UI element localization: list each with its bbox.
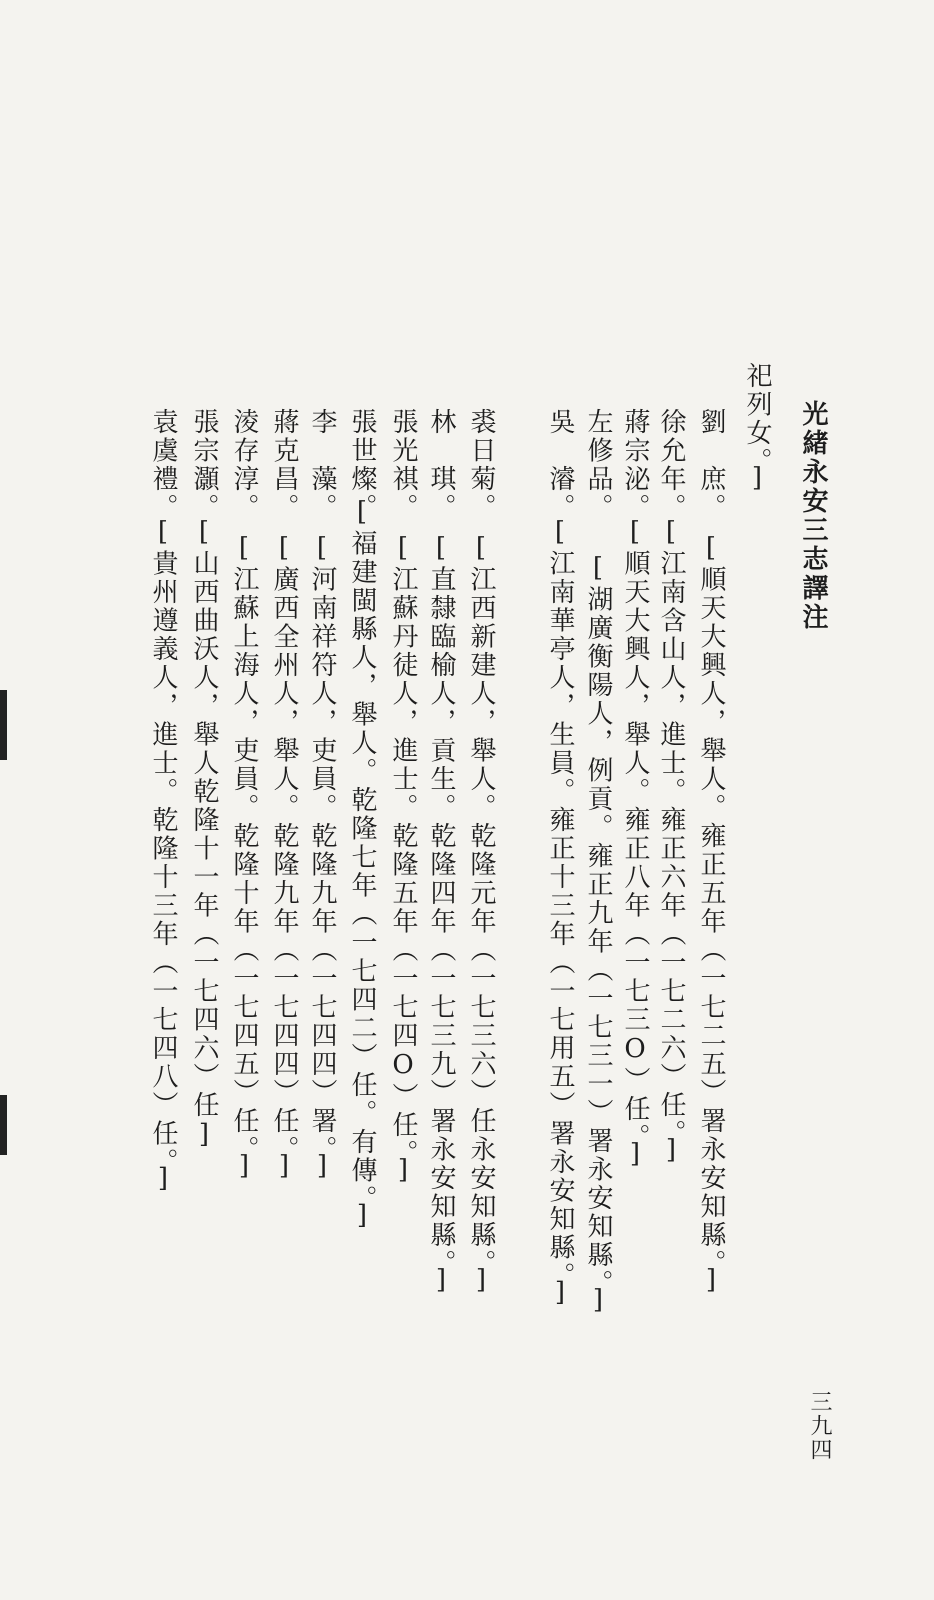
entry-note: [山西曲沃人，舉人乾隆十一年（一七四六）任]: [189, 517, 219, 1152]
entry-name: 林 琪。: [426, 408, 456, 522]
entry-note: [福建閩縣人，舉人。乾隆七年（一七四二）任。有傳。]: [347, 497, 377, 1233]
entry-note: [順天大興人，舉人。雍正八年（一七三O）任。]: [620, 517, 650, 1172]
scan-edge-mark: [0, 690, 7, 760]
page-number: 三九四: [807, 1390, 832, 1462]
entry-note: [順天大興人，舉人。雍正五年（一七二五）署永安知縣。]: [696, 533, 726, 1298]
entry-name: 袁虞禮。: [148, 408, 178, 522]
entry-name: 淩存淳。: [229, 408, 259, 522]
entry-name: 徐允年。: [656, 408, 686, 522]
entry-note: [江蘇丹徒人，進士。乾隆五年（一七四O）任。]: [388, 533, 418, 1188]
entry-note: [河南祥符人，吏員。乾隆九年（一七四四）署。]: [307, 533, 337, 1184]
scan-edge-mark: [0, 1095, 7, 1155]
entry-name: 李 藻。: [307, 408, 337, 522]
entry-name: 張宗灝。: [189, 408, 219, 522]
entry-name: 蔣克昌。: [269, 408, 299, 522]
entry-note: [江西新建人，舉人。乾隆元年（一七三六）任永安知縣。]: [466, 533, 496, 1298]
entry-note: [貴州遵義人，進士。乾隆十三年（一七四八）任。]: [148, 517, 178, 1196]
entry-name: 劉 庶。: [696, 408, 726, 522]
entry-note: [湖廣衡陽人，例貢。雍正九年（一七三一）署永安知縣。]: [583, 553, 613, 1318]
entry-name: 左修品。: [583, 408, 613, 522]
book-title: 光緒永安三志譯注: [798, 400, 828, 632]
entry-name: 裘日菊。: [466, 408, 496, 522]
entry-note: [江南華亭人，生員。雍正十三年（一七用五）署永安知縣。]: [545, 517, 575, 1310]
entry-note: [江蘇上海人，吏員。乾隆十年（一七四五）任。]: [229, 533, 259, 1184]
entry-name: 張世燦。: [347, 408, 377, 522]
entry-name: 張光祺。: [388, 408, 418, 522]
entry-note: [江南含山人，進士。雍正六年（一七二六）任。]: [656, 517, 686, 1168]
intro-line: 祀列女。]: [742, 362, 772, 496]
entry-note: [直隸臨榆人，貢生。乾隆四年（一七三九）署永安知縣。]: [426, 533, 456, 1298]
entry-name: 蔣宗泌。: [620, 408, 650, 522]
entry-name: 吳 濬。: [545, 408, 575, 522]
entry-note: [廣西全州人，舉人。乾隆九年（一七四四）任。]: [269, 533, 299, 1184]
